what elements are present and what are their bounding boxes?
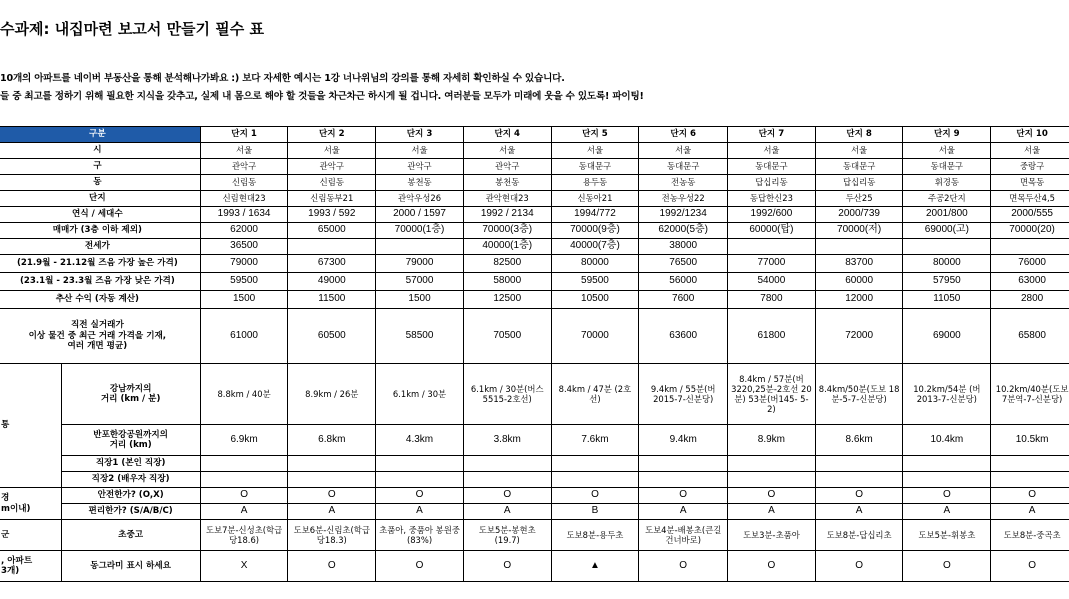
column-header: 단지 3 bbox=[376, 127, 464, 143]
table-cell[interactable] bbox=[728, 456, 816, 472]
table-cell[interactable]: O bbox=[728, 551, 816, 582]
table-cell[interactable]: O bbox=[903, 488, 991, 504]
table-cell[interactable]: 도보8분-답십리초 bbox=[815, 520, 903, 551]
table-cell[interactable]: O bbox=[903, 551, 991, 582]
table-cell[interactable]: 6.8km bbox=[288, 425, 376, 456]
table-cell[interactable]: A bbox=[728, 504, 816, 520]
table-cell[interactable] bbox=[376, 456, 464, 472]
table-cell[interactable]: 10.2km/54분 (버 2013-7-신분당) bbox=[903, 364, 991, 425]
table-cell[interactable] bbox=[376, 239, 464, 255]
table-cell[interactable] bbox=[288, 456, 376, 472]
table-cell[interactable]: 82500 bbox=[463, 255, 551, 273]
table-cell[interactable]: 76500 bbox=[639, 255, 728, 273]
table-cell[interactable]: 도보4분-배봉초(큰길건너바로) bbox=[639, 520, 728, 551]
table-cell[interactable]: 2000/555 bbox=[991, 207, 1069, 223]
table-cell[interactable]: 1992 / 2134 bbox=[463, 207, 551, 223]
table-cell[interactable] bbox=[200, 456, 288, 472]
table-cell[interactable]: 봉천동 bbox=[463, 175, 551, 191]
table-cell[interactable]: 72000 bbox=[815, 309, 903, 364]
table-cell[interactable]: 서울 bbox=[903, 143, 991, 159]
table-cell[interactable] bbox=[551, 456, 639, 472]
table-cell[interactable]: 전농동 bbox=[639, 175, 728, 191]
table-cell[interactable]: 용두동 bbox=[551, 175, 639, 191]
table-cell[interactable]: 서울 bbox=[815, 143, 903, 159]
table-cell[interactable]: O bbox=[815, 488, 903, 504]
table-cell[interactable]: 7.6km bbox=[551, 425, 639, 456]
table-row bbox=[0, 551, 1069, 582]
table-cell[interactable]: 도보3분-초품아 bbox=[728, 520, 816, 551]
table-cell[interactable]: 6.9km bbox=[200, 425, 288, 456]
table-cell[interactable]: 동대문구 bbox=[551, 159, 639, 175]
apartment-comparison-table bbox=[0, 126, 1069, 582]
row-label-safe: 안전한가? (O,X) bbox=[61, 488, 200, 504]
column-header: 단지 6 bbox=[639, 127, 728, 143]
table-cell[interactable]: 두산25 bbox=[815, 191, 903, 207]
category-commute: 통 bbox=[0, 364, 61, 488]
table-cell[interactable]: 면목동 bbox=[991, 175, 1069, 191]
row-label-line: 강남까지의 bbox=[109, 383, 152, 394]
table-cell[interactable]: 서울 bbox=[551, 143, 639, 159]
table-cell[interactable]: X bbox=[200, 551, 288, 582]
row-label-work2: 직장2 (배우자 직장) bbox=[61, 472, 200, 488]
category-environment bbox=[0, 488, 61, 520]
table-cell[interactable]: 11500 bbox=[288, 291, 376, 309]
table-cell[interactable]: 1992/600 bbox=[728, 207, 816, 223]
table-cell[interactable]: 신림동 bbox=[200, 175, 288, 191]
table-cell[interactable]: A bbox=[903, 504, 991, 520]
table-cell[interactable]: 80000 bbox=[551, 255, 639, 273]
table-cell[interactable]: 40000(1층) bbox=[463, 239, 551, 255]
table-cell[interactable]: 초품아, 중품아 봉원중(83%) bbox=[376, 520, 464, 551]
table-cell[interactable]: 70000(20) bbox=[991, 223, 1069, 239]
table-cell[interactable]: O bbox=[376, 551, 464, 582]
row-label-convenient: 편리한가? (S/A/B/C) bbox=[61, 504, 200, 520]
header-label: 구분 bbox=[0, 127, 200, 143]
table-cell[interactable]: O bbox=[376, 488, 464, 504]
table-cell[interactable]: 서울 bbox=[376, 143, 464, 159]
table-cell[interactable]: 77000 bbox=[728, 255, 816, 273]
table-cell[interactable]: 도보7분-신성초(학급당18.6) bbox=[200, 520, 288, 551]
table-cell[interactable]: 65000 bbox=[288, 223, 376, 239]
table-cell[interactable]: 신림동부21 bbox=[288, 191, 376, 207]
table-cell[interactable]: 9.4km / 55분(버 2015-7-신분당) bbox=[639, 364, 728, 425]
table-cell[interactable]: O bbox=[463, 551, 551, 582]
table-cell[interactable]: O bbox=[991, 488, 1069, 504]
table-cell[interactable] bbox=[991, 456, 1069, 472]
row-label-work1: 직장1 (본인 직장) bbox=[61, 456, 200, 472]
table-cell[interactable]: 8.4km/50분(도보 18분-5-7-신분당) bbox=[815, 364, 903, 425]
table-cell[interactable]: 관악구 bbox=[463, 159, 551, 175]
table-cell[interactable]: 주공2단지 bbox=[903, 191, 991, 207]
table-cell[interactable]: 서울 bbox=[639, 143, 728, 159]
table-cell[interactable]: 12500 bbox=[463, 291, 551, 309]
table-cell[interactable]: 신동아21 bbox=[551, 191, 639, 207]
table-cell[interactable]: 67300 bbox=[288, 255, 376, 273]
row-label: 단지 bbox=[0, 191, 200, 207]
table-cell[interactable]: 57000 bbox=[376, 273, 464, 291]
table-cell[interactable]: 10.4km bbox=[903, 425, 991, 456]
table-cell[interactable]: 70000(9층) bbox=[551, 223, 639, 239]
table-row bbox=[0, 223, 1069, 239]
table-cell[interactable]: O bbox=[991, 551, 1069, 582]
table-cell[interactable]: O bbox=[463, 488, 551, 504]
category-line: m이내) bbox=[1, 503, 31, 514]
table-cell[interactable]: A bbox=[463, 504, 551, 520]
row-label: (21.9월 - 21.12월 즈음 가장 높은 가격) bbox=[0, 255, 200, 273]
table-cell[interactable] bbox=[463, 456, 551, 472]
table-cell[interactable]: A bbox=[815, 504, 903, 520]
table-row bbox=[0, 456, 1069, 472]
category-school: 군 bbox=[0, 520, 61, 551]
table-cell[interactable]: 79000 bbox=[200, 255, 288, 273]
row-label: 연식 / 세대수 bbox=[0, 207, 200, 223]
table-cell[interactable]: O bbox=[639, 551, 728, 582]
table-cell[interactable]: A bbox=[639, 504, 728, 520]
table-cell[interactable]: 1993 / 592 bbox=[288, 207, 376, 223]
table-row bbox=[0, 273, 1069, 291]
row-label-line: 반포한강공원까지의 bbox=[93, 429, 168, 440]
table-cell[interactable]: A bbox=[200, 504, 288, 520]
table-cell[interactable]: 도보5분-휘봉초 bbox=[903, 520, 991, 551]
row-label-line: 이상 물건 중 최근 거래 가격을 기재, bbox=[28, 330, 167, 341]
table-cell[interactable] bbox=[288, 239, 376, 255]
table-cell[interactable]: 60000(탑) bbox=[728, 223, 816, 239]
column-header: 단지 7 bbox=[728, 127, 816, 143]
table-cell[interactable]: 관악구 bbox=[200, 159, 288, 175]
table-cell[interactable]: 76000 bbox=[991, 255, 1069, 273]
table-cell[interactable]: 11050 bbox=[903, 291, 991, 309]
table-cell[interactable]: 2000/739 bbox=[815, 207, 903, 223]
table-row bbox=[0, 488, 1069, 504]
table-cell[interactable] bbox=[903, 239, 991, 255]
table-cell[interactable]: O bbox=[288, 488, 376, 504]
column-header: 단지 8 bbox=[815, 127, 903, 143]
row-label: 추산 수익 (자동 계산) bbox=[0, 291, 200, 309]
table-row bbox=[0, 191, 1069, 207]
row-label: 시 bbox=[0, 143, 200, 159]
table-cell[interactable] bbox=[728, 239, 816, 255]
table-cell[interactable]: 8.9km bbox=[728, 425, 816, 456]
table-cell[interactable]: 80000 bbox=[903, 255, 991, 273]
table-cell[interactable]: 도보6분-신림초(학급당18.3) bbox=[288, 520, 376, 551]
report-title: 수과제: 내집마련 보고서 만들기 필수 표 bbox=[0, 20, 264, 38]
table-cell[interactable]: 2001/800 bbox=[903, 207, 991, 223]
table-cell[interactable]: 동대문구 bbox=[728, 159, 816, 175]
table-cell[interactable]: 1992/1234 bbox=[639, 207, 728, 223]
table-cell[interactable]: 8.4km / 47분 (2호선) bbox=[551, 364, 639, 425]
column-header: 단지 2 bbox=[288, 127, 376, 143]
table-cell[interactable]: 70000(저) bbox=[815, 223, 903, 239]
table-cell[interactable]: 58000 bbox=[463, 273, 551, 291]
table-cell[interactable]: 도보8분-용두초 bbox=[551, 520, 639, 551]
table-cell[interactable]: 서울 bbox=[288, 143, 376, 159]
row-label: 구 bbox=[0, 159, 200, 175]
table-cell[interactable]: 70500 bbox=[463, 309, 551, 364]
table-cell[interactable]: 답십리동 bbox=[815, 175, 903, 191]
table-cell[interactable]: O bbox=[728, 488, 816, 504]
row-label-circle: 동그라미 표시 하세요 bbox=[61, 551, 200, 582]
table-cell[interactable]: 10.2km/40분(도보 7분역-7-신분당) bbox=[991, 364, 1069, 425]
table-cell[interactable] bbox=[639, 456, 728, 472]
table-cell[interactable]: 70000 bbox=[551, 309, 639, 364]
table-cell[interactable]: A bbox=[991, 504, 1069, 520]
table-cell[interactable]: 62000 bbox=[200, 223, 288, 239]
table-cell[interactable]: 70000(3층) bbox=[463, 223, 551, 239]
table-cell[interactable]: 69000 bbox=[903, 309, 991, 364]
table-cell[interactable]: 36500 bbox=[200, 239, 288, 255]
table-cell[interactable]: 전농우성22 bbox=[639, 191, 728, 207]
table-cell[interactable] bbox=[551, 472, 639, 488]
table-cell[interactable]: 60500 bbox=[288, 309, 376, 364]
category-line: , 아파트 bbox=[1, 555, 33, 566]
table-row bbox=[0, 291, 1069, 309]
table-cell[interactable] bbox=[903, 472, 991, 488]
intro-line-2: 들 중 최고를 정하기 위해 필요한 지식을 갖추고, 실제 내 몸으로 해야 할 것들을 차근차근 하시게 될 겁니다. 여러분들 모두가 미래에 웃을 수 있도록! 파이팅! bbox=[0, 91, 644, 102]
table-cell[interactable]: 동대문구 bbox=[639, 159, 728, 175]
table-cell[interactable]: 동답한신23 bbox=[728, 191, 816, 207]
table-cell[interactable]: 69000(고) bbox=[903, 223, 991, 239]
table-cell[interactable]: 2000 / 1597 bbox=[376, 207, 464, 223]
table-cell[interactable]: 10500 bbox=[551, 291, 639, 309]
table-cell[interactable]: 서울 bbox=[991, 143, 1069, 159]
table-cell[interactable]: 58500 bbox=[376, 309, 464, 364]
table-cell[interactable]: 49000 bbox=[288, 273, 376, 291]
category-line: 경 bbox=[1, 493, 10, 504]
row-label-gangnam bbox=[61, 364, 200, 425]
intro-line-1: 10개의 아파트를 네이버 부동산을 통해 분석해나가봐요 :) 보다 자세한 예시는 1강 너나위님의 강의를 통해 자세히 확인하실 수 있습니다. bbox=[0, 73, 565, 84]
table-cell[interactable] bbox=[815, 239, 903, 255]
table-cell[interactable] bbox=[463, 472, 551, 488]
table-cell[interactable]: 답십리동 bbox=[728, 175, 816, 191]
table-cell[interactable] bbox=[200, 472, 288, 488]
row-label-line: 직전 실거래가 bbox=[70, 320, 124, 331]
table-cell[interactable]: 70000(1층) bbox=[376, 223, 464, 239]
table-row bbox=[0, 239, 1069, 255]
table-cell[interactable]: 61800 bbox=[728, 309, 816, 364]
table-cell[interactable]: 8.8km / 40분 bbox=[200, 364, 288, 425]
table-cell[interactable]: 38000 bbox=[639, 239, 728, 255]
column-header: 단지 10 bbox=[991, 127, 1069, 143]
table-cell[interactable]: 12000 bbox=[815, 291, 903, 309]
column-header: 단지 4 bbox=[463, 127, 551, 143]
header-row bbox=[0, 127, 1069, 143]
table-row bbox=[0, 175, 1069, 191]
table-cell[interactable]: 도보5분-봉현초 (19.7) bbox=[463, 520, 551, 551]
table-row bbox=[0, 255, 1069, 273]
table-cell[interactable]: 도보8분-중곡초 bbox=[991, 520, 1069, 551]
category-line: 3개) bbox=[1, 566, 20, 576]
table-cell[interactable]: 휘경동 bbox=[903, 175, 991, 191]
table-cell[interactable]: 7800 bbox=[728, 291, 816, 309]
table-cell[interactable]: 서울 bbox=[200, 143, 288, 159]
table-cell[interactable]: 4.3km bbox=[376, 425, 464, 456]
row-label-line: 거리 (km) bbox=[109, 440, 152, 450]
row-label-line: 거리 (km / 분) bbox=[100, 394, 161, 404]
table-cell[interactable] bbox=[728, 472, 816, 488]
table-row bbox=[0, 143, 1069, 159]
table-cell[interactable] bbox=[903, 456, 991, 472]
table-cell[interactable]: 관악구 bbox=[288, 159, 376, 175]
table-row bbox=[0, 504, 1069, 520]
table-row bbox=[0, 159, 1069, 175]
table-cell[interactable]: B bbox=[551, 504, 639, 520]
table-cell[interactable]: 서울 bbox=[728, 143, 816, 159]
column-header: 단지 5 bbox=[551, 127, 639, 143]
table-cell[interactable] bbox=[639, 472, 728, 488]
table-cell[interactable]: 61000 bbox=[200, 309, 288, 364]
table-cell[interactable] bbox=[288, 472, 376, 488]
row-label: 매매가 (3층 이하 제외) bbox=[0, 223, 200, 239]
table-cell[interactable]: 62000(5층) bbox=[639, 223, 728, 239]
table-cell[interactable]: O bbox=[639, 488, 728, 504]
table-cell[interactable]: 40000(7층) bbox=[551, 239, 639, 255]
table-row bbox=[0, 425, 1069, 456]
table-cell[interactable]: O bbox=[551, 488, 639, 504]
table-cell[interactable]: 동대문구 bbox=[815, 159, 903, 175]
table-cell[interactable]: 면목두산4,5 bbox=[991, 191, 1069, 207]
row-label-banpo bbox=[61, 425, 200, 456]
table-cell[interactable]: A bbox=[376, 504, 464, 520]
row-label-line: 여러 개면 평균) bbox=[67, 341, 128, 352]
table-cell[interactable] bbox=[991, 239, 1069, 255]
table-row bbox=[0, 472, 1069, 488]
table-cell[interactable]: 1500 bbox=[376, 291, 464, 309]
table-cell[interactable]: 60000 bbox=[815, 273, 903, 291]
table-cell[interactable]: 1993 / 1634 bbox=[200, 207, 288, 223]
table-cell[interactable]: 8.4km / 57분(버 3220,25분-2호선 20분) 53분(버145- 5-2) bbox=[728, 364, 816, 425]
table-row bbox=[0, 520, 1069, 551]
table-cell[interactable]: 서울 bbox=[463, 143, 551, 159]
table-cell[interactable]: 6.1km / 30분(버스 5515-2호선) bbox=[463, 364, 551, 425]
table-cell[interactable]: 관악우성26 bbox=[376, 191, 464, 207]
table-cell[interactable]: 65800 bbox=[991, 309, 1069, 364]
table-cell[interactable]: 57950 bbox=[903, 273, 991, 291]
table-cell[interactable]: 79000 bbox=[376, 255, 464, 273]
table-cell[interactable]: 6.1km / 30분 bbox=[376, 364, 464, 425]
row-label: 동 bbox=[0, 175, 200, 191]
table-cell[interactable]: 동대문구 bbox=[903, 159, 991, 175]
table-cell[interactable]: 관악구 bbox=[376, 159, 464, 175]
table-cell[interactable]: 신림동 bbox=[288, 175, 376, 191]
table-cell[interactable] bbox=[815, 472, 903, 488]
table-cell[interactable]: 1500 bbox=[200, 291, 288, 309]
table-cell[interactable]: 관악현대23 bbox=[463, 191, 551, 207]
table-cell[interactable]: 2800 bbox=[991, 291, 1069, 309]
table-cell[interactable]: 83700 bbox=[815, 255, 903, 273]
column-header: 단지 1 bbox=[200, 127, 288, 143]
row-label-recent-price bbox=[0, 309, 200, 364]
table-cell[interactable]: 3.8km bbox=[463, 425, 551, 456]
table-cell[interactable]: ▲ bbox=[551, 551, 639, 582]
table-cell[interactable]: A bbox=[288, 504, 376, 520]
table-cell[interactable]: 63000 bbox=[991, 273, 1069, 291]
table-row bbox=[0, 309, 1069, 364]
column-header: 단지 9 bbox=[903, 127, 991, 143]
table-cell[interactable]: 59500 bbox=[551, 273, 639, 291]
table-cell[interactable] bbox=[815, 456, 903, 472]
table-row bbox=[0, 364, 1069, 425]
table-cell[interactable]: O bbox=[200, 488, 288, 504]
row-label: (23.1월 - 23.3월 즈음 가장 낮은 가격) bbox=[0, 273, 200, 291]
table-cell[interactable]: 1994/772 bbox=[551, 207, 639, 223]
table-cell[interactable]: 59500 bbox=[200, 273, 288, 291]
table-cell[interactable]: 63600 bbox=[639, 309, 728, 364]
table-cell[interactable]: 10.5km bbox=[991, 425, 1069, 456]
category-circle bbox=[0, 551, 61, 582]
table-row bbox=[0, 207, 1069, 223]
row-label-school: 초중고 bbox=[61, 520, 200, 551]
table-cell[interactable]: O bbox=[815, 551, 903, 582]
table-cell[interactable]: 8.6km bbox=[815, 425, 903, 456]
row-label: 전세가 bbox=[0, 239, 200, 255]
table-cell[interactable]: 봉천동 bbox=[376, 175, 464, 191]
table-cell[interactable]: 54000 bbox=[728, 273, 816, 291]
table-cell[interactable]: O bbox=[288, 551, 376, 582]
table-cell[interactable]: 56000 bbox=[639, 273, 728, 291]
table-cell[interactable]: 중랑구 bbox=[991, 159, 1069, 175]
table-cell[interactable]: 9.4km bbox=[639, 425, 728, 456]
table-cell[interactable] bbox=[376, 472, 464, 488]
table-cell[interactable]: 7600 bbox=[639, 291, 728, 309]
table-cell[interactable] bbox=[991, 472, 1069, 488]
table-cell[interactable]: 신림현대23 bbox=[200, 191, 288, 207]
table-cell[interactable]: 8.9km / 26분 bbox=[288, 364, 376, 425]
